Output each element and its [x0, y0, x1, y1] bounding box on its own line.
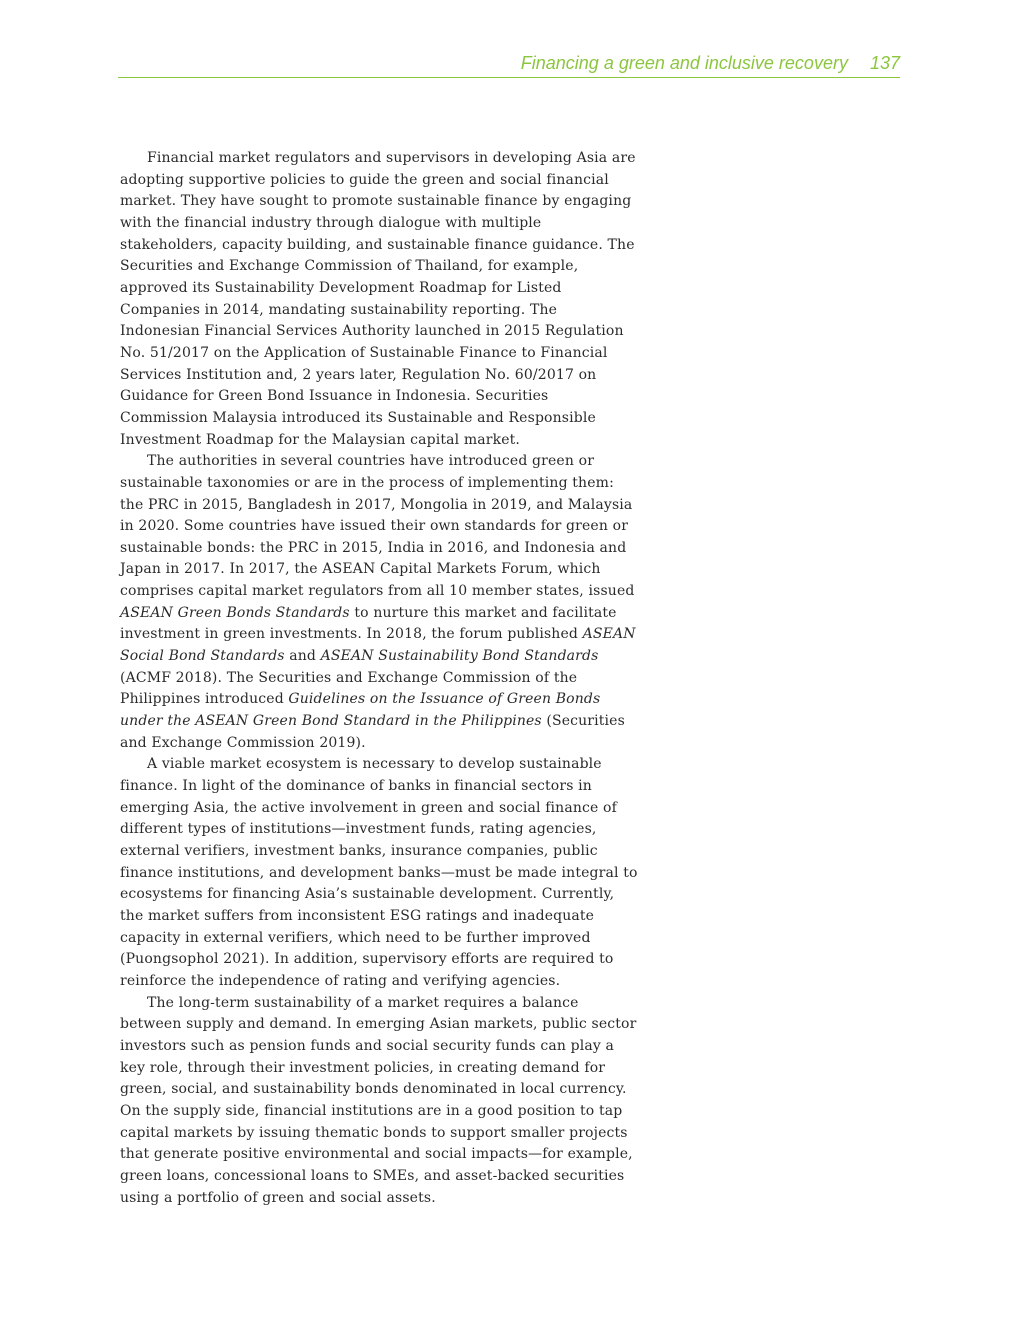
italic-title: ASEAN Green Bonds Standards	[120, 604, 350, 621]
body-text	[120, 148, 640, 1209]
paragraph-ecosystem	[120, 754, 640, 992]
text-run: to nurture this market and facilitate investment in green investments. In 2018, the forum published	[120, 604, 617, 643]
text-run: (ACMF 2018). The Securities and Exchange Commission of the Philippines introduced	[120, 669, 578, 708]
text-run: The long-term sustainability of a market requires a balance between supply and demand. In emerging Asian markets, public sector investors such as pension funds and social security funds can play a key role, through their investment policies, in creating demand for green, social, and sustainability bonds denominated in local currency. On the supply side, financial institutions are in a good position to tap capital markets by issuing thematic bonds to support smaller projects that generate positive environmental and social impacts—for example, green loans, concessional loans to SMEs, and asset-backed securities using a portfolio of green and social assets.	[120, 994, 637, 1206]
paragraph-supply-demand	[120, 993, 640, 1210]
paragraph-taxonomies	[120, 451, 640, 754]
text-run: and	[284, 648, 321, 665]
text-run: Financial market regulators and supervisors in developing Asia are adopting supportive policies to guide the green and social financial market. They have sought to promote sustainable finance by engaging with the financial industry through dialogue with multiple stakeholders, capacity building, and sustainable finance guidance. The Securities and Exchange Commission of Thailand, for example, approved its Sustainability Development Roadmap for Listed Companies in 2014, mandating sustainability reporting. The Indonesian Financial Services Authority launched in 2015 Regulation No. 51/2017 on the Application of Sustainable Finance to Financial Services Institution and, 2 years later, Regulation No. 60/2017 on Guidance for Green Bond Issuance in Indonesia. Securities Commission Malaysia introduced its Sustainable and Responsible Investment Roadmap for the Malaysian capital market.	[120, 150, 636, 448]
running-title: Financing a green and inclusive recovery	[520, 53, 848, 73]
text-run: (Securities and Exchange Commission 2019).	[120, 713, 625, 751]
italic-title: ASEAN Social Bond Standards	[120, 626, 636, 665]
italic-title: Guidelines on the Issuance of Green Bonds under the ASEAN Green Bond Standard in the Philippines	[120, 691, 601, 730]
text-run: The authorities in several countries have introduced green or sustainable taxonomies or are in the process of implementing them: the PRC in 2015, Bangladesh in 2017, Mongolia in 2019, and Malaysia in 2020. Some countries have issued their own standards for green or sustainable bonds: the PRC in 2015, India in 2016, and Indonesia and Japan in 2017. In 2017, the ASEAN Capital Markets Forum, which comprises capital market regulators from all 10 member states, issued	[120, 453, 635, 600]
paragraph-regulators	[120, 148, 640, 451]
text-run: A viable market ecosystem is necessary to develop sustainable finance. In light of the dominance of banks in financial sectors in emerging Asia, the active involvement in green and social finance of different types of institutions—investment funds, rating agencies, external verifiers, investment banks, insurance companies, public finance institutions, and development banks—must be made integral to ecosystems for financing Asia’s sustainable development. Currently, the market suffers from inconsistent ESG ratings and inadequate capacity in external verifiers, which need to be further improved (Puongsophol 2021). In addition, supervisory efforts are required to reinforce the independence of rating and verifying agencies.	[120, 756, 638, 989]
page-number: 137	[869, 53, 900, 73]
italic-title: ASEAN Sustainability Bond Standards	[320, 648, 599, 665]
running-header	[118, 50, 900, 78]
